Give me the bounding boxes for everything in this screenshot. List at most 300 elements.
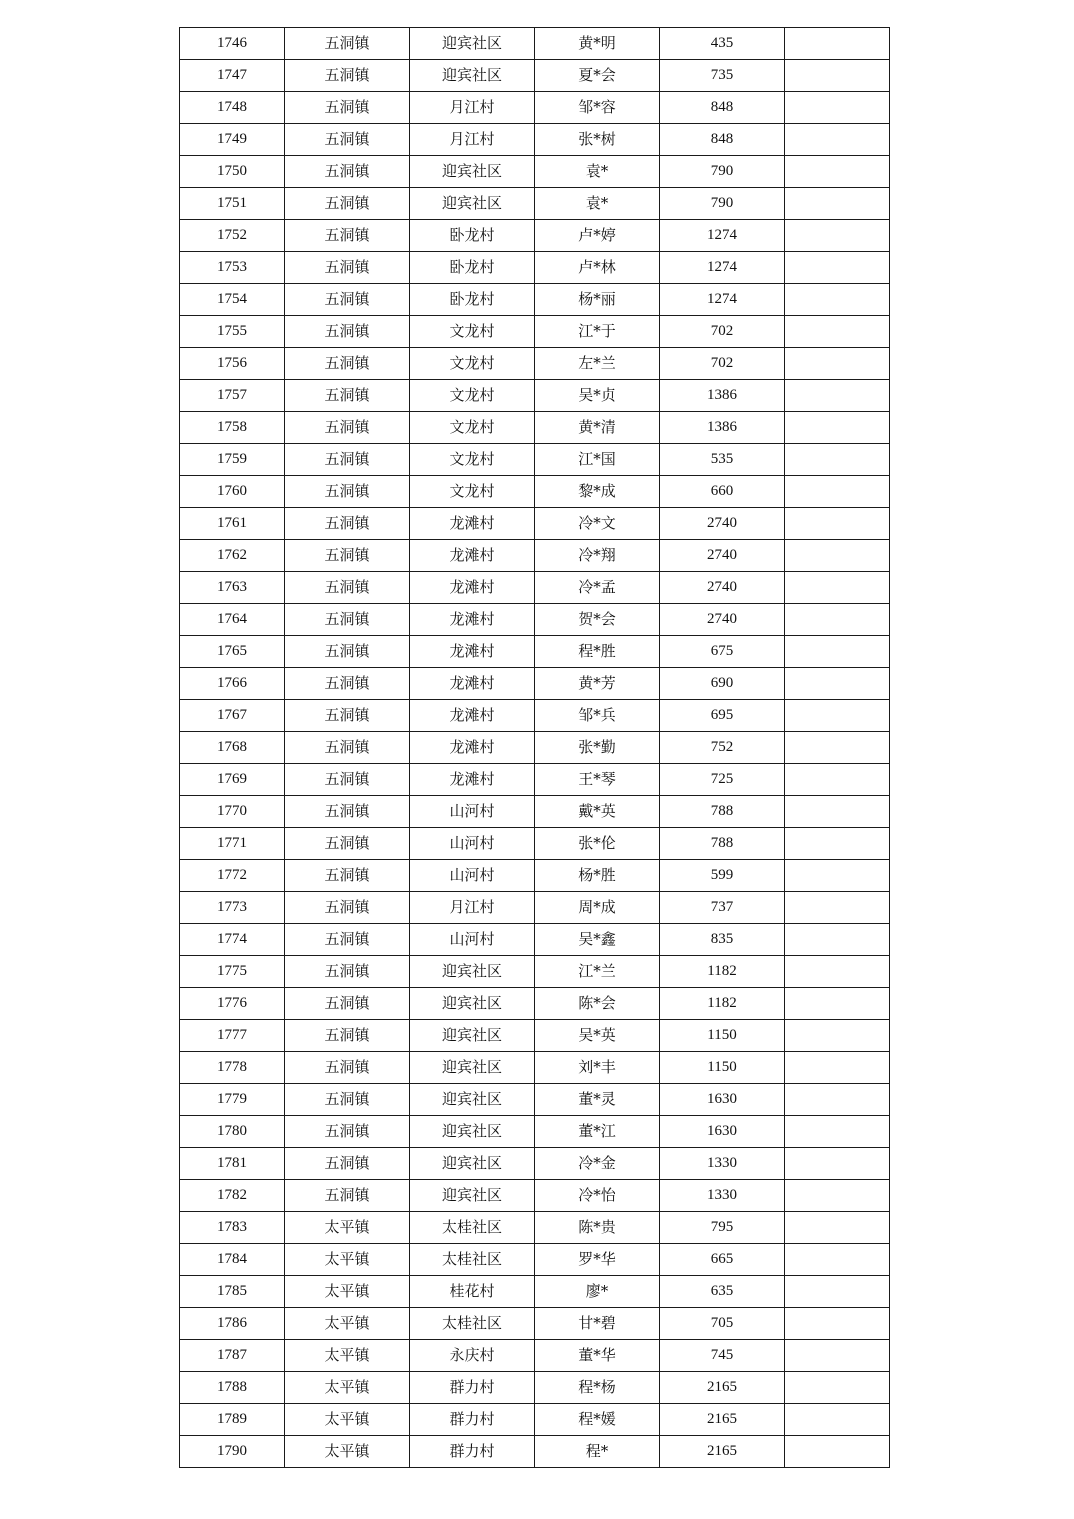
cell-town: 五洞镇 <box>285 412 410 444</box>
cell-serial-number: 1785 <box>180 1276 285 1308</box>
cell-town: 五洞镇 <box>285 60 410 92</box>
cell-note <box>785 764 890 796</box>
table-row <box>180 796 890 828</box>
table-row <box>180 508 890 540</box>
cell-person-name: 袁* <box>535 188 660 220</box>
cell-person-name: 邹*容 <box>535 92 660 124</box>
cell-amount: 1386 <box>660 412 785 444</box>
cell-amount: 535 <box>660 444 785 476</box>
cell-village: 群力村 <box>410 1372 535 1404</box>
table-row <box>180 764 890 796</box>
table-row <box>180 892 890 924</box>
cell-serial-number: 1770 <box>180 796 285 828</box>
cell-serial-number: 1784 <box>180 1244 285 1276</box>
cell-person-name: 张*伦 <box>535 828 660 860</box>
cell-note <box>785 412 890 444</box>
cell-person-name: 甘*碧 <box>535 1308 660 1340</box>
cell-note <box>785 732 890 764</box>
cell-village: 山河村 <box>410 860 535 892</box>
cell-village: 迎宾社区 <box>410 1020 535 1052</box>
cell-amount: 790 <box>660 156 785 188</box>
cell-note <box>785 540 890 572</box>
cell-village: 卧龙村 <box>410 252 535 284</box>
cell-village: 龙滩村 <box>410 668 535 700</box>
cell-serial-number: 1773 <box>180 892 285 924</box>
cell-amount: 848 <box>660 92 785 124</box>
cell-serial-number: 1776 <box>180 988 285 1020</box>
table-row <box>180 1052 890 1084</box>
cell-note <box>785 956 890 988</box>
cell-person-name: 王*琴 <box>535 764 660 796</box>
table-row <box>180 124 890 156</box>
cell-town: 五洞镇 <box>285 316 410 348</box>
cell-serial-number: 1759 <box>180 444 285 476</box>
cell-town: 五洞镇 <box>285 476 410 508</box>
cell-village: 龙滩村 <box>410 700 535 732</box>
cell-village: 文龙村 <box>410 348 535 380</box>
cell-town: 五洞镇 <box>285 892 410 924</box>
cell-village: 龙滩村 <box>410 764 535 796</box>
cell-amount: 1630 <box>660 1116 785 1148</box>
cell-village: 龙滩村 <box>410 540 535 572</box>
cell-village: 太桂社区 <box>410 1244 535 1276</box>
cell-serial-number: 1746 <box>180 28 285 60</box>
cell-person-name: 冷*翔 <box>535 540 660 572</box>
cell-town: 五洞镇 <box>285 220 410 252</box>
cell-village: 桂花村 <box>410 1276 535 1308</box>
cell-serial-number: 1790 <box>180 1436 285 1468</box>
cell-serial-number: 1769 <box>180 764 285 796</box>
cell-person-name: 董*华 <box>535 1340 660 1372</box>
table-row <box>180 540 890 572</box>
cell-town: 五洞镇 <box>285 92 410 124</box>
cell-note <box>785 636 890 668</box>
cell-town: 五洞镇 <box>285 764 410 796</box>
cell-person-name: 冷*金 <box>535 1148 660 1180</box>
table-row <box>180 1020 890 1052</box>
cell-serial-number: 1775 <box>180 956 285 988</box>
table-row <box>180 1244 890 1276</box>
cell-serial-number: 1755 <box>180 316 285 348</box>
cell-person-name: 周*成 <box>535 892 660 924</box>
cell-town: 五洞镇 <box>285 732 410 764</box>
cell-person-name: 冷*孟 <box>535 572 660 604</box>
cell-village: 龙滩村 <box>410 572 535 604</box>
cell-amount: 690 <box>660 668 785 700</box>
cell-person-name: 左*兰 <box>535 348 660 380</box>
table-row <box>180 412 890 444</box>
records-table-body <box>180 28 890 1468</box>
cell-person-name: 江*国 <box>535 444 660 476</box>
cell-serial-number: 1756 <box>180 348 285 380</box>
cell-amount: 665 <box>660 1244 785 1276</box>
cell-village: 永庆村 <box>410 1340 535 1372</box>
cell-amount: 752 <box>660 732 785 764</box>
cell-town: 五洞镇 <box>285 444 410 476</box>
cell-town: 五洞镇 <box>285 28 410 60</box>
cell-amount: 737 <box>660 892 785 924</box>
cell-town: 五洞镇 <box>285 380 410 412</box>
cell-amount: 695 <box>660 700 785 732</box>
cell-serial-number: 1767 <box>180 700 285 732</box>
cell-village: 迎宾社区 <box>410 1116 535 1148</box>
cell-serial-number: 1758 <box>180 412 285 444</box>
cell-town: 五洞镇 <box>285 188 410 220</box>
table-row <box>180 316 890 348</box>
cell-person-name: 廖* <box>535 1276 660 1308</box>
cell-amount: 1386 <box>660 380 785 412</box>
cell-town: 五洞镇 <box>285 668 410 700</box>
cell-amount: 435 <box>660 28 785 60</box>
cell-village: 迎宾社区 <box>410 1180 535 1212</box>
cell-serial-number: 1747 <box>180 60 285 92</box>
cell-town: 五洞镇 <box>285 284 410 316</box>
cell-village: 龙滩村 <box>410 732 535 764</box>
cell-amount: 1274 <box>660 220 785 252</box>
cell-town: 太平镇 <box>285 1212 410 1244</box>
cell-village: 迎宾社区 <box>410 1084 535 1116</box>
table-row <box>180 1148 890 1180</box>
cell-note <box>785 1020 890 1052</box>
cell-person-name: 董*灵 <box>535 1084 660 1116</box>
cell-serial-number: 1788 <box>180 1372 285 1404</box>
cell-amount: 725 <box>660 764 785 796</box>
cell-serial-number: 1771 <box>180 828 285 860</box>
cell-town: 五洞镇 <box>285 1116 410 1148</box>
cell-person-name: 江*兰 <box>535 956 660 988</box>
cell-village: 迎宾社区 <box>410 156 535 188</box>
cell-person-name: 戴*英 <box>535 796 660 828</box>
cell-amount: 1182 <box>660 988 785 1020</box>
table-row <box>180 956 890 988</box>
cell-town: 五洞镇 <box>285 988 410 1020</box>
cell-person-name: 邹*兵 <box>535 700 660 732</box>
cell-village: 文龙村 <box>410 444 535 476</box>
table-row <box>180 572 890 604</box>
cell-village: 山河村 <box>410 924 535 956</box>
cell-amount: 660 <box>660 476 785 508</box>
cell-note <box>785 380 890 412</box>
cell-amount: 2740 <box>660 508 785 540</box>
cell-town: 太平镇 <box>285 1276 410 1308</box>
table-row <box>180 732 890 764</box>
cell-village: 文龙村 <box>410 476 535 508</box>
cell-amount: 2165 <box>660 1404 785 1436</box>
cell-note <box>785 1404 890 1436</box>
cell-person-name: 程*杨 <box>535 1372 660 1404</box>
table-row <box>180 476 890 508</box>
cell-note <box>785 1276 890 1308</box>
cell-serial-number: 1757 <box>180 380 285 412</box>
cell-note <box>785 156 890 188</box>
cell-town: 五洞镇 <box>285 1084 410 1116</box>
cell-town: 太平镇 <box>285 1340 410 1372</box>
cell-village: 群力村 <box>410 1404 535 1436</box>
cell-person-name: 张*树 <box>535 124 660 156</box>
cell-village: 山河村 <box>410 796 535 828</box>
cell-person-name: 吴*贞 <box>535 380 660 412</box>
cell-serial-number: 1782 <box>180 1180 285 1212</box>
table-row <box>180 604 890 636</box>
cell-amount: 835 <box>660 924 785 956</box>
cell-amount: 599 <box>660 860 785 892</box>
table-row <box>180 1116 890 1148</box>
cell-serial-number: 1783 <box>180 1212 285 1244</box>
table-row <box>180 28 890 60</box>
cell-village: 迎宾社区 <box>410 988 535 1020</box>
cell-note <box>785 28 890 60</box>
table-row <box>180 92 890 124</box>
table-row <box>180 924 890 956</box>
cell-town: 太平镇 <box>285 1436 410 1468</box>
cell-amount: 735 <box>660 60 785 92</box>
cell-amount: 1330 <box>660 1180 785 1212</box>
cell-town: 五洞镇 <box>285 1148 410 1180</box>
table-row <box>180 1212 890 1244</box>
table-row <box>180 220 890 252</box>
table-row <box>180 700 890 732</box>
cell-person-name: 黄*芳 <box>535 668 660 700</box>
cell-village: 迎宾社区 <box>410 60 535 92</box>
cell-note <box>785 1084 890 1116</box>
cell-serial-number: 1787 <box>180 1340 285 1372</box>
cell-person-name: 黎*成 <box>535 476 660 508</box>
records-table <box>179 27 890 1468</box>
cell-village: 龙滩村 <box>410 604 535 636</box>
cell-amount: 702 <box>660 316 785 348</box>
cell-amount: 745 <box>660 1340 785 1372</box>
cell-serial-number: 1760 <box>180 476 285 508</box>
cell-amount: 795 <box>660 1212 785 1244</box>
table-row <box>180 988 890 1020</box>
cell-town: 太平镇 <box>285 1372 410 1404</box>
table-row <box>180 668 890 700</box>
cell-note <box>785 860 890 892</box>
cell-amount: 790 <box>660 188 785 220</box>
cell-note <box>785 828 890 860</box>
cell-village: 卧龙村 <box>410 284 535 316</box>
cell-serial-number: 1761 <box>180 508 285 540</box>
cell-village: 迎宾社区 <box>410 28 535 60</box>
cell-note <box>785 508 890 540</box>
cell-town: 五洞镇 <box>285 604 410 636</box>
cell-note <box>785 1372 890 1404</box>
cell-village: 月江村 <box>410 124 535 156</box>
cell-town: 五洞镇 <box>285 828 410 860</box>
cell-serial-number: 1765 <box>180 636 285 668</box>
cell-note <box>785 348 890 380</box>
cell-serial-number: 1781 <box>180 1148 285 1180</box>
table-row <box>180 1276 890 1308</box>
cell-amount: 702 <box>660 348 785 380</box>
cell-person-name: 罗*华 <box>535 1244 660 1276</box>
cell-note <box>785 92 890 124</box>
cell-village: 文龙村 <box>410 412 535 444</box>
table-row <box>180 828 890 860</box>
cell-person-name: 程*胜 <box>535 636 660 668</box>
cell-person-name: 冷*文 <box>535 508 660 540</box>
cell-note <box>785 252 890 284</box>
cell-town: 五洞镇 <box>285 1052 410 1084</box>
cell-amount: 2165 <box>660 1372 785 1404</box>
cell-serial-number: 1752 <box>180 220 285 252</box>
cell-person-name: 黄*清 <box>535 412 660 444</box>
cell-village: 月江村 <box>410 892 535 924</box>
table-row <box>180 636 890 668</box>
cell-village: 月江村 <box>410 92 535 124</box>
table-row <box>180 380 890 412</box>
table-row <box>180 1372 890 1404</box>
cell-village: 群力村 <box>410 1436 535 1468</box>
cell-note <box>785 1436 890 1468</box>
cell-serial-number: 1786 <box>180 1308 285 1340</box>
cell-note <box>785 1244 890 1276</box>
cell-village: 太桂社区 <box>410 1308 535 1340</box>
cell-amount: 1630 <box>660 1084 785 1116</box>
cell-person-name: 卢*婷 <box>535 220 660 252</box>
cell-amount: 1182 <box>660 956 785 988</box>
cell-note <box>785 284 890 316</box>
cell-person-name: 杨*胜 <box>535 860 660 892</box>
cell-person-name: 陈*贵 <box>535 1212 660 1244</box>
table-row <box>180 284 890 316</box>
cell-amount: 1150 <box>660 1052 785 1084</box>
cell-note <box>785 700 890 732</box>
cell-note <box>785 1340 890 1372</box>
cell-person-name: 张*勤 <box>535 732 660 764</box>
cell-serial-number: 1778 <box>180 1052 285 1084</box>
cell-note <box>785 668 890 700</box>
cell-note <box>785 220 890 252</box>
cell-note <box>785 444 890 476</box>
cell-serial-number: 1777 <box>180 1020 285 1052</box>
cell-serial-number: 1749 <box>180 124 285 156</box>
cell-town: 五洞镇 <box>285 572 410 604</box>
cell-serial-number: 1764 <box>180 604 285 636</box>
cell-town: 五洞镇 <box>285 700 410 732</box>
cell-serial-number: 1774 <box>180 924 285 956</box>
cell-person-name: 刘*丰 <box>535 1052 660 1084</box>
cell-amount: 848 <box>660 124 785 156</box>
cell-note <box>785 572 890 604</box>
cell-amount: 1330 <box>660 1148 785 1180</box>
cell-note <box>785 1212 890 1244</box>
cell-amount: 2740 <box>660 604 785 636</box>
cell-town: 五洞镇 <box>285 156 410 188</box>
cell-village: 迎宾社区 <box>410 1148 535 1180</box>
cell-note <box>785 796 890 828</box>
cell-serial-number: 1789 <box>180 1404 285 1436</box>
cell-serial-number: 1772 <box>180 860 285 892</box>
cell-town: 五洞镇 <box>285 636 410 668</box>
cell-note <box>785 1308 890 1340</box>
cell-person-name: 卢*林 <box>535 252 660 284</box>
cell-note <box>785 124 890 156</box>
cell-town: 五洞镇 <box>285 1020 410 1052</box>
cell-amount: 1150 <box>660 1020 785 1052</box>
cell-person-name: 贺*会 <box>535 604 660 636</box>
cell-person-name: 袁* <box>535 156 660 188</box>
table-row <box>180 1084 890 1116</box>
cell-town: 太平镇 <box>285 1308 410 1340</box>
cell-person-name: 江*于 <box>535 316 660 348</box>
table-row <box>180 1308 890 1340</box>
table-row <box>180 1340 890 1372</box>
cell-amount: 635 <box>660 1276 785 1308</box>
cell-person-name: 程* <box>535 1436 660 1468</box>
cell-village: 文龙村 <box>410 316 535 348</box>
cell-town: 五洞镇 <box>285 540 410 572</box>
table-row <box>180 1404 890 1436</box>
cell-person-name: 冷*怡 <box>535 1180 660 1212</box>
cell-note <box>785 476 890 508</box>
cell-note <box>785 892 890 924</box>
cell-person-name: 陈*会 <box>535 988 660 1020</box>
table-row <box>180 1436 890 1468</box>
table-row <box>180 444 890 476</box>
cell-village: 迎宾社区 <box>410 188 535 220</box>
cell-town: 太平镇 <box>285 1244 410 1276</box>
cell-village: 龙滩村 <box>410 636 535 668</box>
cell-note <box>785 1116 890 1148</box>
cell-town: 太平镇 <box>285 1404 410 1436</box>
cell-village: 龙滩村 <box>410 508 535 540</box>
cell-serial-number: 1768 <box>180 732 285 764</box>
cell-note <box>785 924 890 956</box>
cell-serial-number: 1779 <box>180 1084 285 1116</box>
cell-person-name: 夏*会 <box>535 60 660 92</box>
cell-town: 五洞镇 <box>285 124 410 156</box>
cell-person-name: 董*江 <box>535 1116 660 1148</box>
table-row <box>180 188 890 220</box>
cell-note <box>785 1052 890 1084</box>
table-row <box>180 348 890 380</box>
cell-village: 卧龙村 <box>410 220 535 252</box>
cell-town: 五洞镇 <box>285 1180 410 1212</box>
cell-amount: 2165 <box>660 1436 785 1468</box>
cell-town: 五洞镇 <box>285 924 410 956</box>
cell-amount: 705 <box>660 1308 785 1340</box>
cell-amount: 1274 <box>660 284 785 316</box>
cell-village: 山河村 <box>410 828 535 860</box>
cell-note <box>785 1180 890 1212</box>
cell-serial-number: 1754 <box>180 284 285 316</box>
cell-note <box>785 60 890 92</box>
cell-person-name: 黄*明 <box>535 28 660 60</box>
cell-person-name: 程*媛 <box>535 1404 660 1436</box>
cell-serial-number: 1762 <box>180 540 285 572</box>
table-row <box>180 252 890 284</box>
cell-note <box>785 316 890 348</box>
cell-serial-number: 1750 <box>180 156 285 188</box>
cell-note <box>785 988 890 1020</box>
table-row <box>180 1180 890 1212</box>
cell-serial-number: 1751 <box>180 188 285 220</box>
cell-note <box>785 188 890 220</box>
table-row <box>180 156 890 188</box>
cell-town: 五洞镇 <box>285 252 410 284</box>
table-row <box>180 60 890 92</box>
cell-note <box>785 1148 890 1180</box>
cell-serial-number: 1753 <box>180 252 285 284</box>
cell-amount: 675 <box>660 636 785 668</box>
cell-town: 五洞镇 <box>285 508 410 540</box>
cell-amount: 2740 <box>660 572 785 604</box>
cell-note <box>785 604 890 636</box>
document-page <box>179 27 890 1468</box>
cell-serial-number: 1780 <box>180 1116 285 1148</box>
cell-amount: 2740 <box>660 540 785 572</box>
